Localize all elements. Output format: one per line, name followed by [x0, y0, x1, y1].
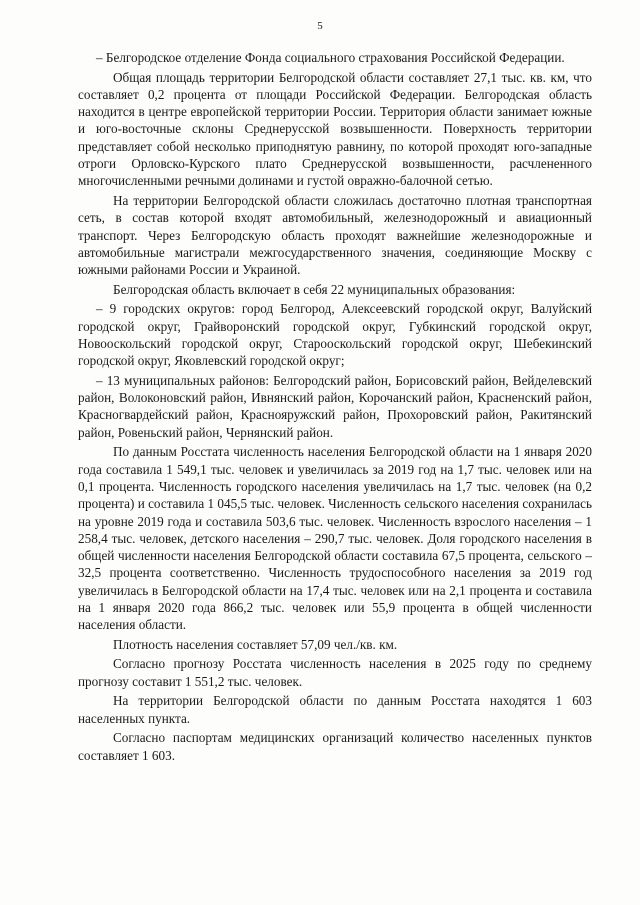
paragraph-population-stats: По данным Росстата численность населения Белгородской области на 1 января 2020 года составила 1 549,1 тыс. человек и увеличилась за 2019 год на 1,7 тыс. человек или на 0,1 процента. Численность городского населения увеличилась на 1,7 тыс. человек (на 0,2 процента) и составила 1 045,5 тыс. человек. Численность сельского населения сохранилась на уровне 2019 года и составила 503,6 тыс. человек. Численность взрослого населения – 1 258,4 тыс. человек, детского населения – 290,7 тыс. человек. Доля городского населения в общей численности населения Белгородской области составила 67,5 процента, сельского – 32,5 процента соответственно. Численность трудоспособного населения за 2019 год увеличилась в Белгородской области на 17,4 тыс. человек или на 2,1 процента и составила на 1 января 2020 года 866,2 тыс. человек или 55,9 процента в общей численности населения области. [78, 444, 592, 633]
list-item-city-districts: – 9 городских округов: город Белгород, Алексеевский городской округ, Валуйский городской округ, Грайворонский городской округ, Губкинский городской округ, Новооскольский городской округ, Старооскольский городской округ, Шебекинский городской округ, Яковлевский городской округ; [78, 301, 592, 369]
paragraph-settlements-passports: Согласно паспортам медицинских организаций количество населенных пунктов составляет 1 603. [78, 730, 592, 763]
paragraph-fss-branch: – Белгородское отделение Фонда социального страхования Российской Федерации. [96, 50, 565, 65]
paragraph-territory-area: Общая площадь территории Белгородской области составляет 27,1 тыс. кв. км, что составляет 0,2 процента от площади Российской Федерации. Белгородская область находится в центре европейской территории России. Территория области занимает южные и юго-восточные склоны Среднерусской возвышенности. Поверхность территории представляет собой несколько приподнятую равнину, по которой проходят юго-западные отроги Орловско-Курского плато Среднерусской возвышенности, расчлененного многочисленными речными долинами и густой овражно-балочной сетью. [78, 69, 592, 189]
document-body [78, 49, 592, 766]
paragraph-municipalities-intro: Белгородская область включает в себя 22 муниципальных образования: [113, 281, 516, 297]
paragraph-population-forecast: Согласно прогнозу Росстата численность населения в 2025 году по среднему прогнозу составит 1 551,2 тыс. человек. [78, 656, 592, 689]
list-item-municipal-districts: – 13 муниципальных районов: Белгородский район, Борисовский район, Вейделевский район, Волоконовский район, Ивнянский район, Корочанский район, Красненский район, Красногвардейский район, Краснояружский район, Прохоровский район, Ракитянский район, Ровеньский район, Чернянский район. [78, 372, 592, 440]
page-number: 5 [317, 20, 323, 32]
paragraph-transport-network: На территории Белгородской области сложилась достаточно плотная транспортная сеть, в состав которой входят автомобильный, железнодорожный и авиационный транспорт. Через Белгородскую область проходят важнейшие железнодорожные и автомобильные магистрали межгосударственного значения, соединяющие Москву с южными районами России и Украиной. [78, 192, 592, 278]
paragraph-population-density: Плотность населения составляет 57,09 чел./кв. км. [113, 636, 398, 652]
paragraph-settlements-rosstat: На территории Белгородской области по данным Росстата находятся 1 603 населенных пункта. [78, 693, 592, 726]
